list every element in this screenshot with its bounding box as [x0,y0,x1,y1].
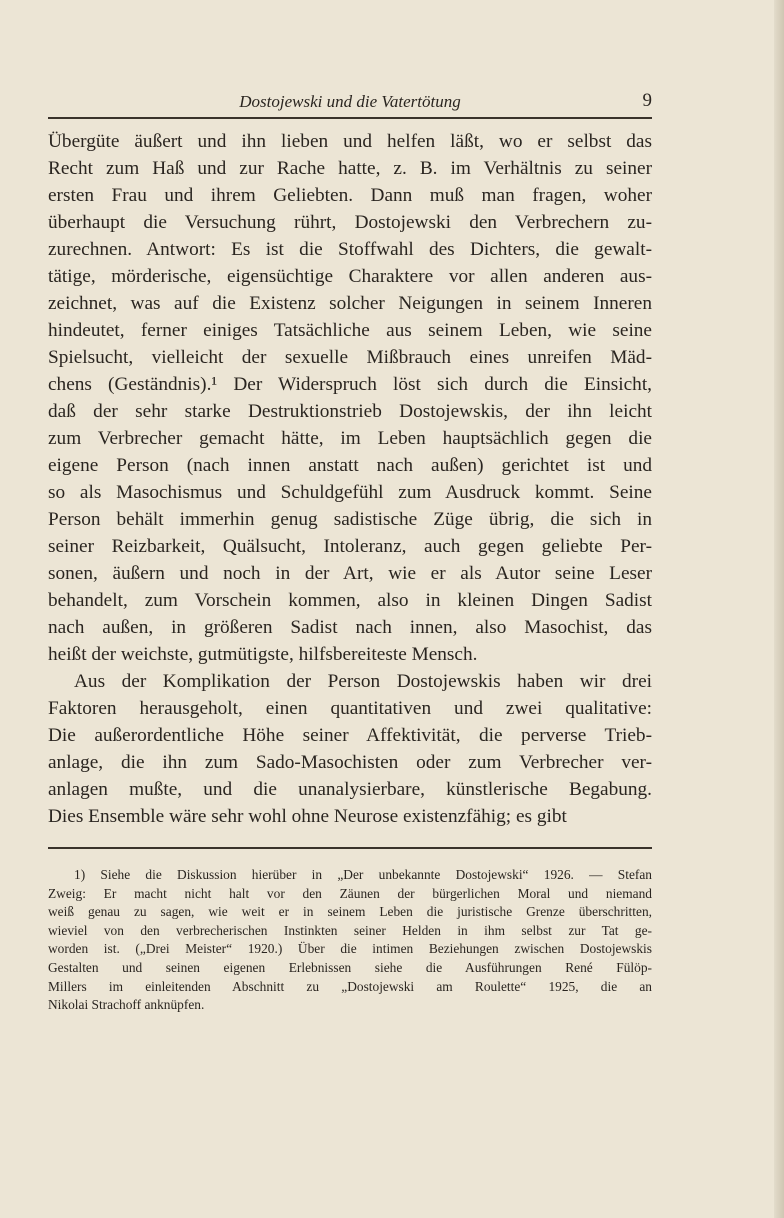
text-line: hindeutet, ferner einiges Tatsächliche aus seinem Leben, wie seine [48,320,652,341]
text-line: nach außen, in größeren Sadist nach innen, also Masochist, das [48,617,652,638]
text-line: Dies Ensemble wäre sehr wohl ohne Neurose existenzfähig; es gibt [48,806,567,827]
running-header [48,90,652,116]
text-line: Faktoren herausgeholt, einen quantitativen und zwei qualitative: [48,698,652,719]
text-line: chens (Geständnis).¹ Der Widerspruch löst sich durch die Einsicht, [48,374,652,395]
text-line: anlagen mußte, und die unanalysierbare, künstlerische Begabung. [48,779,652,800]
footnote-line: weiß genau zu sagen, wie weit er in seinem Leben die juristische Grenze überschritten, [48,904,652,920]
running-title: Dostojewski und die Vatertötung [239,92,461,111]
text-line: überhaupt die Versuchung rührt, Dostojewski den Verbrechern zu- [48,212,652,233]
footnote-line: Nikolai Strachoff anknüpfen. [48,997,205,1013]
text-line: behandelt, zum Vorschein kommen, also in kleinen Dingen Sadist [48,590,652,611]
footnote-line: wieviel von den verbrecherischen Instinkten seiner Helden in ihm selbst zur Tat ge- [48,922,652,938]
page-number: 9 [642,90,652,111]
text-line: heißt der weichste, gutmütigste, hilfsbereiteste Mensch. [48,644,478,665]
text-line: Person behält immerhin genug sadistische Züge übrig, die sich in [48,509,652,530]
footnote-line: worden ist. („Drei Meister“ 1920.) Über die intimen Beziehungen zwischen Dostojewskis [48,941,652,957]
footnote [48,866,652,1015]
text-line: zum Verbrecher gemacht hätte, im Leben hauptsächlich gegen die [48,428,652,449]
header-rule [48,117,652,119]
footnote-line: 1) Siehe die Diskussion hierüber in „Der unbekannte Dostojewski“ 1926. — Stefan [74,867,652,882]
text-line: daß der sehr starke Destruktionstrieb Dostojewskis, der ihn leicht [48,401,652,422]
text-line: tätige, mörderische, eigensüchtige Charaktere vor allen anderen aus- [48,266,652,287]
text-line: zeichnet, was auf die Existenz solcher Neigungen in seinem Inneren [48,293,652,314]
footnote-line: Gestalten und seinen eigenen Erlebnissen siehe die Ausführungen René Fülöp- [48,959,652,975]
footnote-line: Millers im einleitenden Abschnitt zu „Dostojewski am Roulette“ 1925, die an [48,978,652,994]
text-line: Spielsucht, vielleicht der sexuelle Mißbrauch eines unreifen Mäd- [48,347,652,368]
footnote-line: Zweig: Er macht nicht halt vor den Zäunen der bürgerlichen Moral und niemand [48,885,652,901]
text-line: zurechnen. Antwort: Es ist die Stoffwahl des Dichters, die gewalt- [48,239,652,260]
text-line: ersten Frau und ihrem Geliebten. Dann muß man fragen, woher [48,185,652,206]
text-line: so als Masochismus und Schuldgefühl zum Ausdruck kommt. Seine [48,482,652,503]
page-edge [774,0,784,1218]
text-line: Aus der Komplikation der Person Dostojewskis haben wir drei [74,671,652,692]
text-line: Übergüte äußert und ihn lieben und helfen läßt, wo er selbst das [48,131,652,152]
text-line: Recht zum Haß und zur Rache hatte, z. B. im Verhältnis zu seiner [48,158,652,179]
text-line: anlage, die ihn zum Sado-Masochisten oder zum Verbrecher ver- [48,752,652,773]
text-line: sonen, äußern und noch in der Art, wie er als Autor seine Leser [48,563,652,584]
text-line: Die außerordentliche Höhe seiner Affektivität, die perverse Trieb- [48,725,652,746]
text-line: seiner Reizbarkeit, Quälsucht, Intoleranz, auch gegen geliebte Per- [48,536,652,557]
body-text [48,128,652,830]
text-line: eigene Person (nach innen anstatt nach außen) gerichtet ist und [48,455,652,476]
footnote-rule [48,847,652,849]
